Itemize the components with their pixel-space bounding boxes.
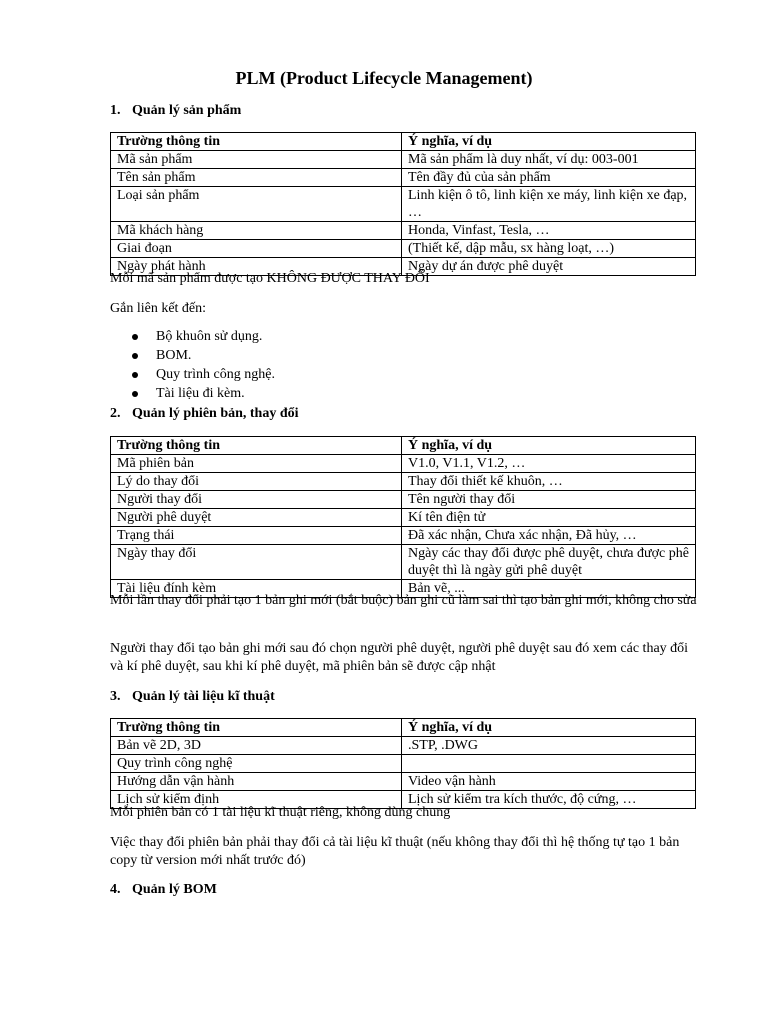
cell-meaning: (Thiết kế, dập mẫu, sx hàng loạt, …): [402, 240, 696, 258]
cell-meaning: Thay đổi thiết kế khuôn, …: [402, 473, 696, 491]
cell-meaning: Linh kiện ô tô, linh kiện xe máy, linh kiện xe đạp, …: [402, 187, 696, 222]
section-3-heading: [110, 689, 275, 705]
version-fields-table: [110, 436, 696, 598]
cell-field: Mã sản phẩm: [111, 151, 402, 169]
section-3-versioning: Việc thay đổi phiên bản phải thay đổi cả tài liệu kĩ thuật (nếu không thay đổi thì hệ thống tự tạo 1 bản copy từ version mới nhất trước đó): [110, 835, 680, 868]
section-2-process: Người thay đổi tạo bản ghi mới sau đó chọn người phê duyệt, người phê duyệt sau đó xem các thay đổi và kí phê duyệt, sau khi kí phê duyệt, mã phiên bản sẽ được cập nhật: [110, 641, 689, 674]
header-meaning: Ý nghĩa, ví dụ: [402, 719, 696, 737]
section-1-number: 1.: [110, 103, 121, 118]
cell-meaning: .STP, .DWG: [402, 737, 696, 755]
table-row: [111, 773, 696, 791]
header-field: Trường thông tin: [111, 719, 402, 737]
list-item: Quy trình công nghệ.: [110, 365, 275, 384]
cell-field: Ngày phát hành: [111, 258, 402, 276]
cell-field: Hướng dẫn vận hành: [111, 773, 402, 791]
technical-docs-table: [110, 718, 696, 809]
bullet-icon: [132, 391, 138, 397]
section-4-heading: [110, 882, 217, 898]
list-item: Bộ khuôn sử dụng.: [110, 327, 275, 346]
section-2-number: 2.: [110, 406, 121, 421]
table-row: [111, 240, 696, 258]
bullet-icon: [132, 372, 138, 378]
cell-field: Lý do thay đổi: [111, 473, 402, 491]
section-2-title: Quản lý phiên bản, thay đổi: [132, 406, 299, 421]
cell-field: Tài liệu đính kèm: [111, 580, 402, 598]
table-header-row: [111, 437, 696, 455]
cell-field: Lịch sử kiểm định: [111, 791, 402, 809]
table-row: [111, 545, 696, 580]
section-3-number: 3.: [110, 689, 121, 704]
linked-items-list: [110, 327, 275, 403]
document-title: PLM (Product Lifecycle Management): [235, 68, 533, 88]
cell-meaning: Lịch sử kiểm tra kích thước, độ cứng, …: [402, 791, 696, 809]
table-row: [111, 509, 696, 527]
table-row: [111, 169, 696, 187]
cell-field: Giai đoạn: [111, 240, 402, 258]
cell-meaning: Video vận hành: [402, 773, 696, 791]
table-row: [111, 455, 696, 473]
cell-meaning: Đã xác nhận, Chưa xác nhận, Đã hủy, …: [402, 527, 696, 545]
header-field: Trường thông tin: [111, 437, 402, 455]
cell-field: Người phê duyệt: [111, 509, 402, 527]
cell-meaning: [402, 755, 696, 773]
header-meaning: Ý nghĩa, ví dụ: [402, 133, 696, 151]
table-header-row: [111, 719, 696, 737]
cell-field: Trạng thái: [111, 527, 402, 545]
table-row: [111, 187, 696, 222]
section-1-title: Quản lý sản phẩm: [132, 103, 242, 118]
cell-meaning: Kí tên điện tử: [402, 509, 696, 527]
section-2-heading: [110, 406, 299, 422]
section-3-note: Mỗi phiên bản có 1 tài liệu kĩ thuật riêng, không dùng chung: [110, 805, 451, 820]
section-4-number: 4.: [110, 882, 121, 897]
cell-meaning: Tên đầy đủ của sản phẩm: [402, 169, 696, 187]
cell-meaning: V1.0, V1.1, V1.2, …: [402, 455, 696, 473]
cell-meaning: Ngày các thay đổi được phê duyệt, chưa được phê duyệt thì là ngày gửi phê duyệt: [402, 545, 696, 580]
list-item: BOM.: [110, 346, 275, 365]
section-2-note: Mỗi lần thay đổi phải tạo 1 bản ghi mới (bắt buộc) bản ghi cũ làm sai thì tạo bản ghi mới, không cho sửa: [110, 593, 697, 608]
section-1-heading: [110, 103, 242, 119]
section-1-links-label: Gắn liên kết đến:: [110, 301, 207, 316]
cell-field: Người thay đổi: [111, 491, 402, 509]
table-row: [111, 151, 696, 169]
cell-meaning: Ngày dự án được phê duyệt: [402, 258, 696, 276]
cell-field: Mã khách hàng: [111, 222, 402, 240]
header-meaning: Ý nghĩa, ví dụ: [402, 437, 696, 455]
table-row: [111, 755, 696, 773]
table-row: [111, 491, 696, 509]
section-4-title: Quản lý BOM: [132, 882, 217, 897]
cell-field: Mã phiên bản: [111, 455, 402, 473]
table-row: [111, 737, 696, 755]
cell-field: Quy trình công nghệ: [111, 755, 402, 773]
list-item: Tài liệu đi kèm.: [110, 384, 275, 403]
cell-meaning: Mã sản phẩm là duy nhất, ví dụ: 003-001: [402, 151, 696, 169]
bullet-icon: [132, 334, 138, 340]
section-1-note: Mỗi mã sản phẩm được tạo KHÔNG ĐƯỢC THAY ĐỔI: [110, 271, 430, 286]
product-fields-table: [110, 132, 696, 276]
cell-field: Ngày thay đổi: [111, 545, 402, 580]
table-header-row: [111, 133, 696, 151]
cell-field: Bản vẽ 2D, 3D: [111, 737, 402, 755]
header-field: Trường thông tin: [111, 133, 402, 151]
bullet-icon: [132, 353, 138, 359]
cell-field: Tên sản phẩm: [111, 169, 402, 187]
table-row: [111, 222, 696, 240]
cell-meaning: Tên người thay đổi: [402, 491, 696, 509]
section-3-title: Quản lý tài liệu kĩ thuật: [132, 689, 275, 704]
cell-meaning: Honda, Vinfast, Tesla, …: [402, 222, 696, 240]
table-row: [111, 473, 696, 491]
cell-field: Loại sản phẩm: [111, 187, 402, 222]
cell-meaning: Bản vẽ, ...: [402, 580, 696, 598]
table-row: [111, 527, 696, 545]
